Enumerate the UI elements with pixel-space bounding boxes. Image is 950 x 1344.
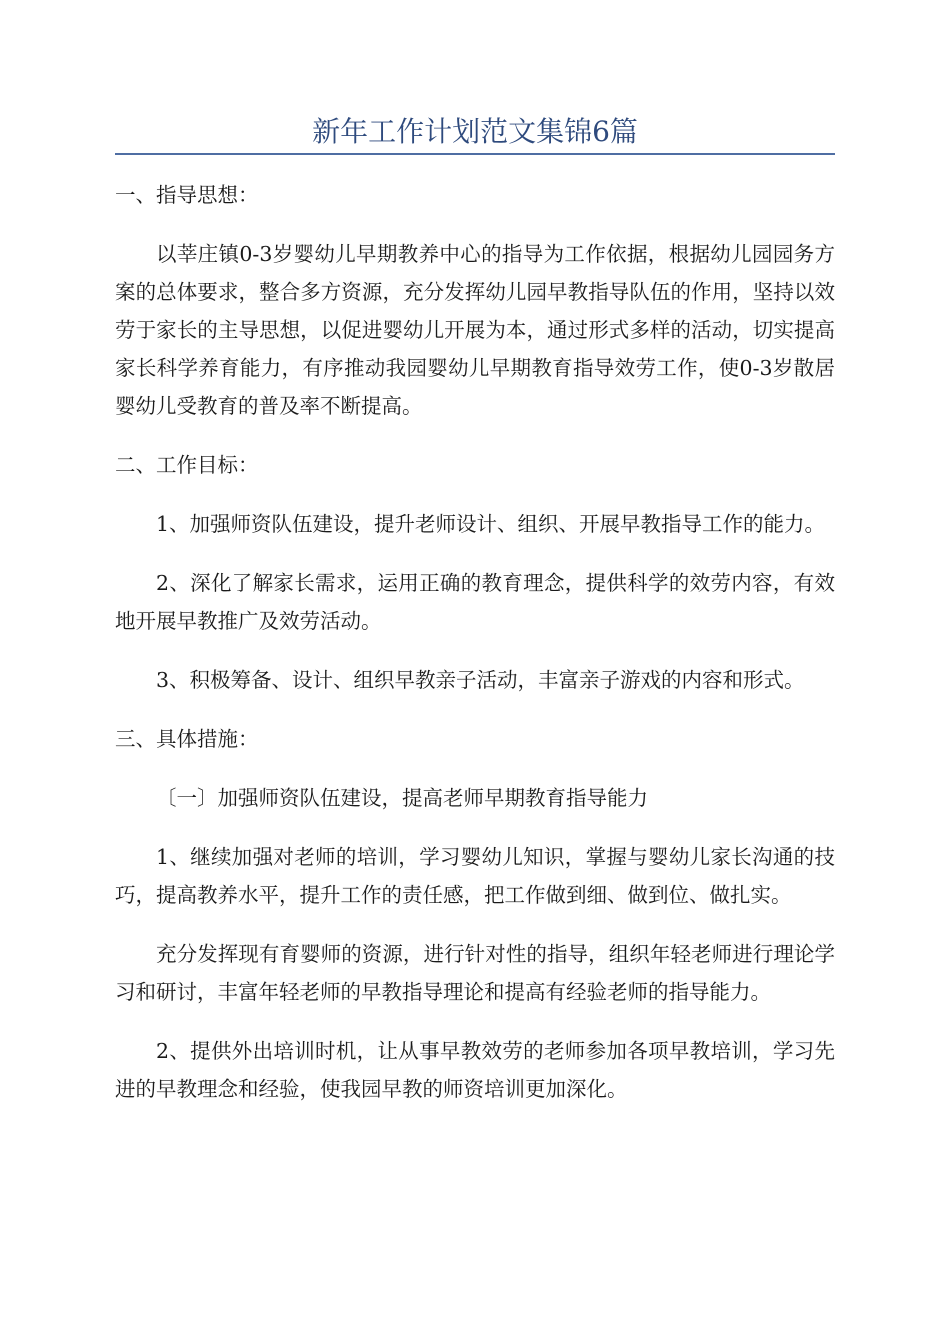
goal-item-2: 2、深化了解家长需求，运用正确的教育理念，提供科学的效劳内容，有效地开展早教推广及效劳活动。 xyxy=(115,571,835,633)
paragraph-guiding-thought: 以莘庄镇0-3岁婴幼儿早期教养中心的指导为工作依据，根据幼儿园园务方案的总体要求，整合多方资源，充分发挥幼儿园早教指导队伍的作用，坚持以效劳于家长的主导思想，以促进婴幼儿开展为本，通过形式多样的活动，切实提高家长科学养育能力，有序推动我园婴幼儿早期教育指导效劳工作，使0-3岁散居婴幼儿受教育的普及率不断提高。 xyxy=(115,242,835,418)
section-heading-measures: 三、具体措施： xyxy=(115,727,259,751)
title-underline xyxy=(115,153,835,155)
section-heading-work-goals: 二、工作目标： xyxy=(115,453,259,477)
measure-paragraph: 充分发挥现有育婴师的资源，进行针对性的指导，组织年轻老师进行理论学习和研讨，丰富年轻老师的早教指导理论和提高有经验老师的指导能力。 xyxy=(115,942,835,1004)
measure-item-1: 1、继续加强对老师的培训，学习婴幼儿知识，掌握与婴幼儿家长沟通的技巧，提高教养水平，提升工作的责任感，把工作做到细、做到位、做扎实。 xyxy=(115,845,835,907)
section-heading-guiding-thought: 一、指导思想： xyxy=(115,183,259,207)
document-title: 新年工作计划范文集锦6篇 xyxy=(312,115,638,148)
goal-item-1: 1、加强师资队伍建设，提升老师设计、组织、开展早教指导工作的能力。 xyxy=(156,512,826,536)
document-body xyxy=(115,176,835,1129)
measure-item-2: 2、提供外出培训时机，让从事早教效劳的老师参加各项早教培训，学习先进的早教理念和经验，使我园早教的师资培训更加深化。 xyxy=(115,1039,835,1101)
measures-subheading-1: 〔一〕加强师资队伍建设，提高老师早期教育指导能力 xyxy=(156,786,648,810)
goal-item-3: 3、积极筹备、设计、组织早教亲子活动，丰富亲子游戏的内容和形式。 xyxy=(156,668,805,692)
